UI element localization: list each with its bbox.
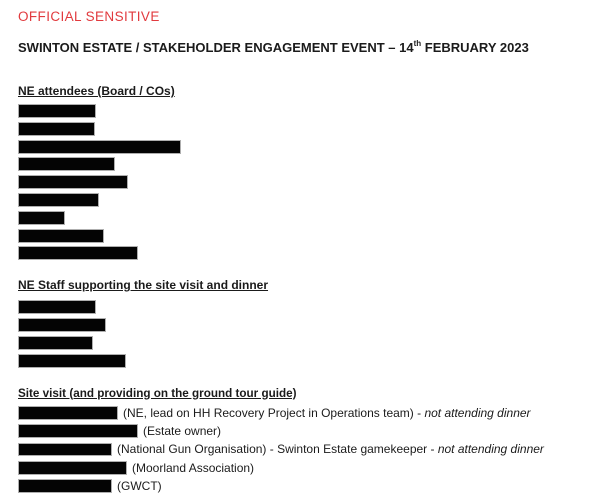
redacted-name-bar (18, 157, 115, 171)
site-visit-entry (18, 404, 600, 422)
entry-description: (NE, lead on HH Recovery Project in Operations team) - (123, 405, 425, 420)
document-title-text: SWINTON ESTATE / STAKEHOLDER ENGAGEMENT EVENT – 14 (18, 40, 414, 55)
redacted-name-bar (18, 122, 95, 136)
ne-attendees-redaction-list (18, 104, 600, 260)
redacted-name-bar (18, 318, 106, 332)
redacted-name-bar (18, 479, 112, 493)
section-site-visit (18, 386, 600, 495)
ordinal-superscript: th (413, 38, 422, 48)
document-title-date: FEBRUARY 2023 (421, 40, 529, 55)
site-visit-entry (18, 459, 600, 477)
redacted-name-bar (18, 443, 112, 457)
entry-description: (National Gun Organisation) - Swinton Estate gamekeeper - (117, 442, 438, 457)
site-visit-entry (18, 477, 600, 495)
redacted-name-bar (18, 140, 181, 154)
site-visit-entry (18, 422, 600, 440)
redacted-name-bar (18, 406, 118, 420)
classification-banner: OFFICIAL SENSITIVE (18, 9, 160, 24)
redacted-name-bar (18, 193, 99, 207)
entry-dinner-note: not attending dinner (424, 405, 531, 420)
redacted-name-bar (18, 229, 104, 243)
redacted-name-bar (18, 461, 127, 475)
entry-description: (Moorland Association) (132, 460, 255, 475)
entry-dinner-note: not attending dinner (437, 442, 544, 457)
section-ne-staff (18, 278, 600, 368)
redacted-name-bar (18, 246, 138, 260)
ne-staff-redaction-list (18, 300, 600, 369)
redacted-name-bar (18, 424, 138, 438)
site-visit-heading: Site visit (and providing on the ground tour guide) (18, 386, 297, 400)
redacted-name-bar (18, 104, 96, 118)
redacted-name-bar (18, 300, 96, 314)
entry-description: (GWCT) (117, 478, 162, 493)
section-ne-attendees (18, 84, 600, 260)
redacted-name-bar (18, 336, 93, 350)
site-visit-entry-list (18, 404, 600, 495)
redacted-name-bar (18, 354, 126, 368)
ne-staff-heading: NE Staff supporting the site visit and dinner (18, 277, 269, 292)
entry-description: (Estate owner) (143, 423, 222, 438)
document-title (18, 40, 600, 56)
redacted-name-bar (18, 175, 128, 189)
ne-attendees-heading: NE attendees (Board / COs) (18, 84, 175, 98)
site-visit-entry (18, 440, 600, 458)
redacted-name-bar (18, 211, 65, 225)
